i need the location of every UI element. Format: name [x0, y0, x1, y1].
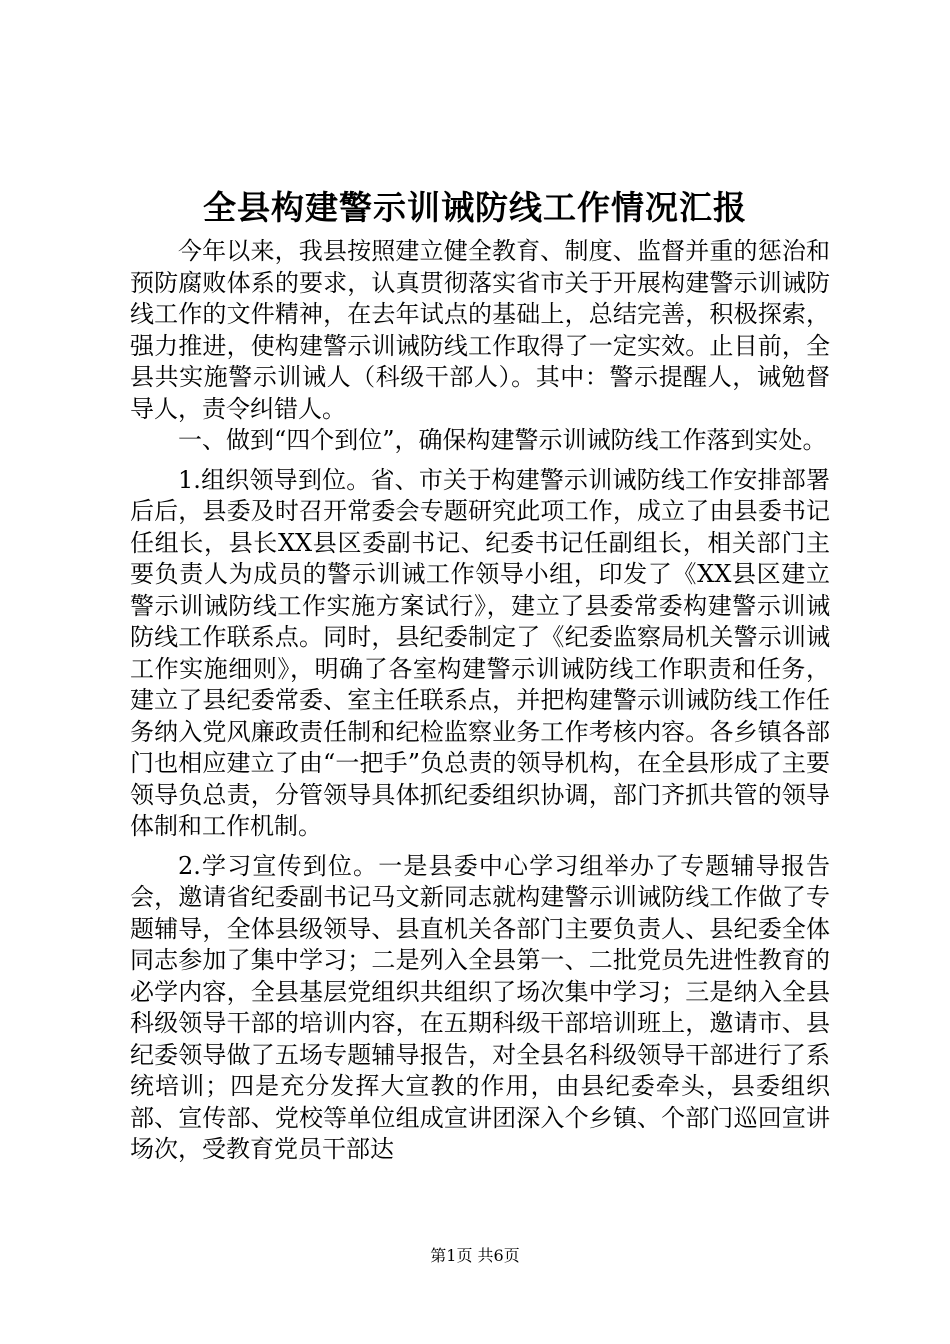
document-body [130, 236, 830, 1166]
paragraph-section-heading: 一、做到“四个到位”，确保构建警示训诫防线工作落到实处。 [178, 426, 827, 454]
page-footer: 第1页 共6页 [430, 1246, 520, 1265]
paragraph-intro: 今年以来，我县按照建立健全教育、制度、监督并重的惩治和预防腐败体系的要求，认真贯彻落实省市关于开展构建警示训诫防线工作的文件精神，在去年试点的基础上，总结完善，积极探索，强力推进，使构建警示训诫防线工作取得了一定实效。止目前，全县共实施警示训诫人（科级干部人）。其中：警示提醒人，诫勉督导人，责令纠错人。 [130, 237, 830, 423]
paragraph-study-publicity: 2.学习宣传到位。一是县委中心学习组举办了专题辅导报告会，邀请省纪委副书记马文新同志就构建警示训诫防线工作做了专题辅导，全体县级领导、县直机关各部门主要负责人、县纪委全体同志参加了集中学习；二是列入全县第一、二批党员先进性教育的必学内容，全县基层党组织共组织了场次集中学习；三是纳入全县科级领导干部的培训内容，在五期科级干部培训班上，邀请市、县纪委领导做了五场专题辅导报告，对全县名科级领导干部进行了系统培训；四是充分发挥大宣教的作用，由县纪委牵头，县委组织部、宣传部、党校等单位组成宣讲团深入个乡镇、个部门巡回宣讲场次，受教育党员干部达 [130, 851, 830, 1163]
document-title: 全县构建警示训诫防线工作情况汇报 [203, 188, 747, 227]
paragraph-organization: 1.组织领导到位。省、市关于构建警示训诫防线工作安排部署后后，县委及时召开常委会专题研究此项工作，成立了由县委书记任组长，县长XX县区委副书记、纪委书记任副组长，相关部门主要负责人为成员的警示训诫工作领导小组，印发了《XX县区建立警示训诫防线工作实施方案试行》，建立了县委常委构建警示训诫防线工作联系点。同时，县纪委制定了《纪委监察局机关警示训诫工作实施细则》，明确了各室构建警示训诫防线工作职责和任务，建立了县纪委常委、室主任联系点，并把构建警示训诫防线工作任务纳入党风廉政责任制和纪检监察业务工作考核内容。各乡镇各部门也相应建立了由“一把手”负总责的领导机构，在全县形成了主要领导负总责，分管领导具体抓纪委组织协调，部门齐抓共管的领导体制和工作机制。 [130, 465, 830, 840]
